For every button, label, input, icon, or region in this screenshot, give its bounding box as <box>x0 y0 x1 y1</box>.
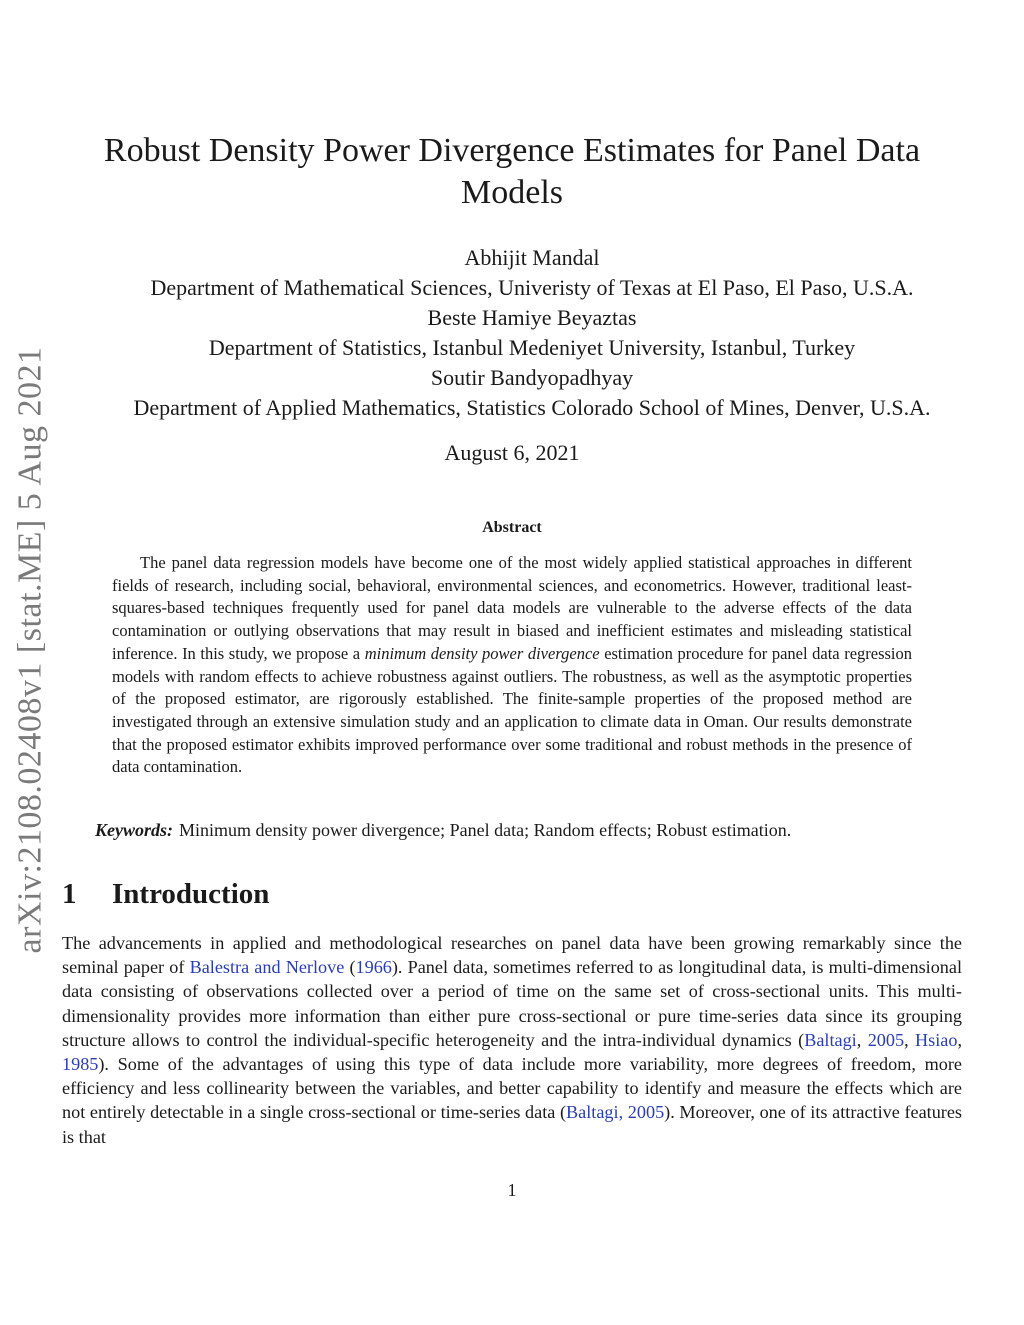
abstract-text-part: The panel data regression models have become one of the most widely applied statistical approaches in different fields of research, including social, behavioral, environmental sciences, and econometrics. However, traditional least-squares-based techniques frequently used for panel data models are vulnerable to the adverse effects of the data contamination or outlying observations that may result in biased and inefficient estimates and misleading statistical inference. In this study, we propose a <box>112 553 912 663</box>
citation-link[interactable]: 1966 <box>355 957 392 978</box>
intro-text: The advancements in applied and methodological researches on panel data have been growing remarkably since the seminal paper of <box>62 933 962 978</box>
author-name: Abhijit Mandal <box>464 245 600 270</box>
intro-text: , <box>904 1029 909 1050</box>
intro-text: ). Some of the advantages of using this type of data include more variability, more degrees of freedom, more efficiency and less collinearity between the variables, and better capability to identify and measure the effects which are not entirely detectable in a single cross-sectional or time-series data ( <box>62 1054 962 1123</box>
paper-title: Robust Density Power Divergence Estimates for Panel Data Models <box>103 132 921 211</box>
intro-text: , <box>856 1029 862 1050</box>
abstract-text <box>112 552 912 779</box>
arxiv-stamp-text: arXiv:2108.02408v1 [stat.ME] 5 Aug 2021 <box>11 346 48 954</box>
author-affiliation: Department of Applied Mathematics, Statistics Colorado School of Mines, Denver, U.S.A. <box>133 395 931 420</box>
intro-text: ). Panel data, sometimes referred to as longitudinal data, is multi-dimensional data consisting of observations collected over a period of time on the same set of cross-sectional units. This multi-dimensionality provides more information than either pure cross-sectional or pure time-series data since its grouping structure allows to control the individual-specific heterogeneity and the intra-individual dynamics ( <box>62 957 963 1050</box>
author-block <box>40 243 1024 423</box>
author-affiliation: Department of Mathematical Sciences, Univeristy of Texas at El Paso, El Paso, U.S.A. <box>150 275 914 300</box>
intro-text: ). Moreover, one of its attractive features is that <box>62 1102 963 1147</box>
citation-link[interactable]: Hsiao <box>915 1029 958 1050</box>
citation-link[interactable]: 2005 <box>867 1029 905 1050</box>
section-number: 1 <box>62 878 77 910</box>
abstract-text-part: estimation procedure for panel data regression models with random effects to achieve robustness against outliers. The robustness, as well as the asymptotic properties of the proposed estimator, are rigorously established. The finite-sample properties of the proposed method are investigated through an extensive simulation study and an application to climate data in Oman. Our results demonstrate that the proposed estimator exhibits improved performance over some traditional and robust methods in the presence of data contamination. <box>112 643 913 777</box>
section-heading <box>62 878 269 911</box>
keywords-text: Minimum density power divergence; Panel data; Random effects; Robust estimation. <box>179 820 792 840</box>
publication-date: August 6, 2021 <box>444 440 580 465</box>
page-number: 1 <box>507 1180 517 1200</box>
citation-link[interactable]: Balestra and Nerlove <box>189 957 345 978</box>
abstract-heading: Abstract <box>482 519 542 536</box>
abstract-emphasis: minimum density power divergence <box>364 643 600 663</box>
intro-text: , <box>957 1029 963 1050</box>
author-name: Beste Hamiye Beyaztas <box>427 305 637 330</box>
author-affiliation: Department of Statistics, Istanbul Medeniyet University, Istanbul, Turkey <box>208 335 856 360</box>
citation-link[interactable]: Baltagi, <box>566 1102 624 1123</box>
section-title: Introduction <box>112 878 270 910</box>
keywords-line <box>95 820 975 841</box>
citation-link[interactable]: Baltagi <box>804 1029 857 1050</box>
citation-link[interactable]: 1985 <box>62 1054 99 1075</box>
introduction-paragraph <box>62 931 962 1149</box>
author-name: Soutir Bandyopadhyay <box>430 365 634 390</box>
keywords-label: Keywords: <box>95 820 173 840</box>
intro-text: ( <box>349 957 356 978</box>
citation-link[interactable]: 2005 <box>627 1102 665 1123</box>
